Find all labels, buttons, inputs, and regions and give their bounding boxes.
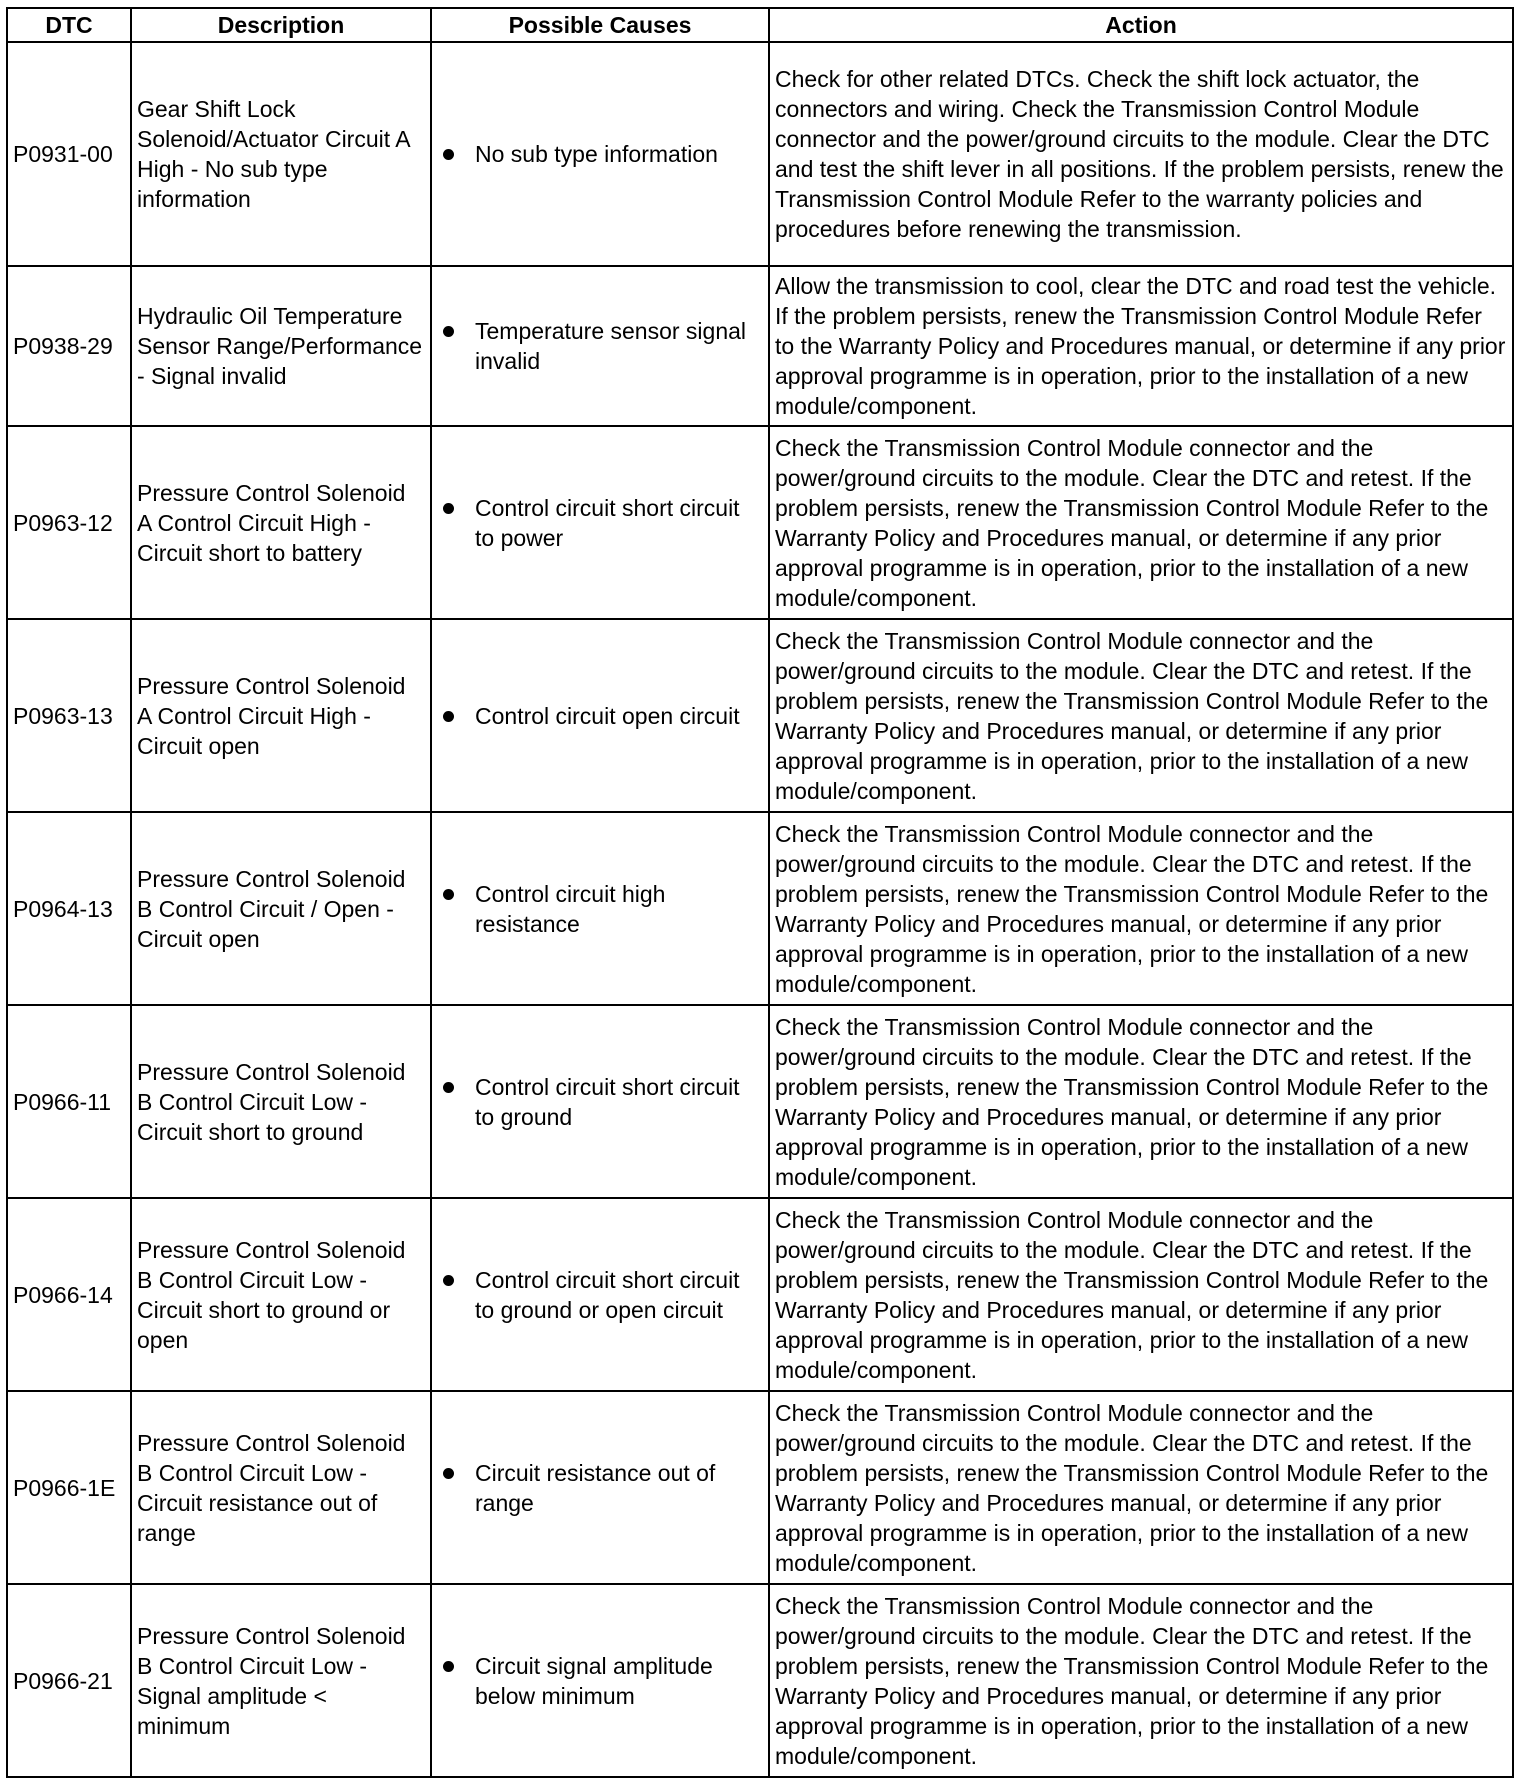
cause-list	[437, 139, 763, 169]
possible-causes-cell	[431, 1005, 769, 1198]
cause-list	[437, 1265, 763, 1325]
cause-list	[437, 879, 763, 939]
cause-item	[437, 1072, 763, 1132]
dtc-code: P0966-1E	[7, 1391, 131, 1584]
cause-text: Control circuit short circuit to ground or open circuit	[475, 1266, 740, 1323]
action-text: Allow the transmission to cool, clear the DTC and road test the vehicle. If the problem persists, renew the Transmission Control Module Refer to the Warranty Policy and Procedures manual, or determine if any prior approval programme is in operation, prior to the installation of a new module/component.	[769, 266, 1513, 426]
table-header-row	[7, 8, 1513, 42]
cause-list	[437, 493, 763, 553]
cause-text: Temperature sensor signal invalid	[475, 318, 747, 374]
cause-item	[437, 879, 763, 939]
table-row	[7, 1005, 1513, 1198]
action-text: Check the Transmission Control Module connector and the power/ground circuits to the module. Clear the DTC and retest. If the problem persists, renew the Transmission Control Module Refer to the Warranty Policy and Procedures manual, or determine if any prior approval programme is in operation, prior to the installation of a new module/component.	[769, 1391, 1513, 1584]
possible-causes-cell	[431, 1391, 769, 1584]
cause-list	[437, 701, 763, 731]
table-row	[7, 42, 1513, 266]
bullet-icon	[443, 1661, 454, 1672]
dtc-description: Pressure Control Solenoid B Control Circuit Low - Signal amplitude < minimum	[131, 1584, 431, 1777]
bullet-icon	[443, 149, 454, 160]
cause-item	[437, 1458, 763, 1518]
possible-causes-cell	[431, 812, 769, 1005]
cause-list	[437, 1458, 763, 1518]
action-text: Check the Transmission Control Module connector and the power/ground circuits to the module. Clear the DTC and retest. If the problem persists, renew the Transmission Control Module Refer to the Warranty Policy and Procedures manual, or determine if any prior approval programme is in operation, prior to the installation of a new module/component.	[769, 812, 1513, 1005]
header-action: Action	[769, 8, 1513, 42]
cause-list	[437, 1072, 763, 1132]
cause-item	[437, 493, 763, 553]
bullet-icon	[443, 889, 454, 900]
dtc-code: P0964-13	[7, 812, 131, 1005]
bullet-icon	[443, 1082, 454, 1093]
table-row	[7, 812, 1513, 1005]
cause-list	[437, 316, 763, 376]
table-row	[7, 619, 1513, 812]
dtc-description: Pressure Control Solenoid B Control Circuit Low - Circuit resistance out of range	[131, 1391, 431, 1584]
dtc-code: P0966-11	[7, 1005, 131, 1198]
cause-text: Circuit resistance out of range	[475, 1459, 716, 1516]
action-text: Check the Transmission Control Module connector and the power/ground circuits to the module. Clear the DTC and retest. If the problem persists, renew the Transmission Control Module Refer to the Warranty Policy and Procedures manual, or determine if any prior approval programme is in operation, prior to the installation of a new module/component.	[769, 1005, 1513, 1198]
action-text: Check the Transmission Control Module connector and the power/ground circuits to the module. Clear the DTC and retest. If the problem persists, renew the Transmission Control Module Refer to the Warranty Policy and Procedures manual, or determine if any prior approval programme is in operation, prior to the installation of a new module/component.	[769, 426, 1513, 619]
table-row	[7, 266, 1513, 426]
dtc-code: P0938-29	[7, 266, 131, 426]
bullet-icon	[443, 1468, 454, 1479]
dtc-code: P0931-00	[7, 42, 131, 266]
table-row	[7, 1198, 1513, 1391]
action-text: Check the Transmission Control Module connector and the power/ground circuits to the module. Clear the DTC and retest. If the problem persists, renew the Transmission Control Module Refer to the Warranty Policy and Procedures manual, or determine if any prior approval programme is in operation, prior to the installation of a new module/component.	[769, 619, 1513, 812]
cause-text: Control circuit high resistance	[475, 880, 666, 937]
table-row	[7, 426, 1513, 619]
dtc-code: P0966-14	[7, 1198, 131, 1391]
document-page	[6, 7, 1512, 1778]
dtc-code: P0963-12	[7, 426, 131, 619]
cause-text: Control circuit short circuit to ground	[475, 1073, 740, 1130]
header-possible-causes: Possible Causes	[431, 8, 769, 42]
dtc-code: P0966-21	[7, 1584, 131, 1777]
bullet-icon	[443, 711, 454, 722]
cause-list	[437, 1651, 763, 1711]
possible-causes-cell	[431, 1584, 769, 1777]
bullet-icon	[443, 503, 454, 514]
table-row	[7, 1391, 1513, 1584]
action-text: Check for other related DTCs. Check the shift lock actuator, the connectors and wiring. Check the Transmission Control Module connector and the power/ground circuits to the module. Clear the DTC and test the shift lever in all positions. If the problem persists, renew the Transmission Control Module Refer to the warranty policies and procedures before renewing the transmission.	[769, 42, 1513, 266]
dtc-table	[6, 7, 1514, 1778]
header-description: Description	[131, 8, 431, 42]
dtc-description: Pressure Control Solenoid B Control Circuit Low - Circuit short to ground or open	[131, 1198, 431, 1391]
possible-causes-cell	[431, 1198, 769, 1391]
cause-text: Circuit signal amplitude below minimum	[475, 1652, 713, 1709]
dtc-description: Pressure Control Solenoid A Control Circuit High - Circuit open	[131, 619, 431, 812]
header-dtc: DTC	[7, 8, 131, 42]
dtc-code: P0963-13	[7, 619, 131, 812]
bullet-icon	[443, 1275, 454, 1286]
dtc-description: Hydraulic Oil Temperature Sensor Range/Performance - Signal invalid	[131, 266, 431, 426]
action-text: Check the Transmission Control Module connector and the power/ground circuits to the module. Clear the DTC and retest. If the problem persists, renew the Transmission Control Module Refer to the Warranty Policy and Procedures manual, or determine if any prior approval programme is in operation, prior to the installation of a new module/component.	[769, 1198, 1513, 1391]
possible-causes-cell	[431, 266, 769, 426]
possible-causes-cell	[431, 42, 769, 266]
possible-causes-cell	[431, 619, 769, 812]
possible-causes-cell	[431, 426, 769, 619]
cause-item	[437, 701, 763, 731]
cause-text: No sub type information	[475, 141, 718, 167]
dtc-description: Pressure Control Solenoid B Control Circuit / Open - Circuit open	[131, 812, 431, 1005]
cause-item	[437, 316, 763, 376]
cause-text: Control circuit short circuit to power	[475, 494, 740, 551]
cause-item	[437, 139, 763, 169]
cause-text: Control circuit open circuit	[475, 702, 740, 729]
cause-item	[437, 1651, 763, 1711]
dtc-description: Pressure Control Solenoid A Control Circuit High - Circuit short to battery	[131, 426, 431, 619]
dtc-description: Gear Shift Lock Solenoid/Actuator Circuit A High - No sub type information	[131, 42, 431, 266]
bullet-icon	[443, 326, 454, 337]
action-text: Check the Transmission Control Module connector and the power/ground circuits to the module. Clear the DTC and retest. If the problem persists, renew the Transmission Control Module Refer to the Warranty Policy and Procedures manual, or determine if any prior approval programme is in operation, prior to the installation of a new module/component.	[769, 1584, 1513, 1777]
dtc-description: Pressure Control Solenoid B Control Circuit Low - Circuit short to ground	[131, 1005, 431, 1198]
table-row	[7, 1584, 1513, 1777]
cause-item	[437, 1265, 763, 1325]
